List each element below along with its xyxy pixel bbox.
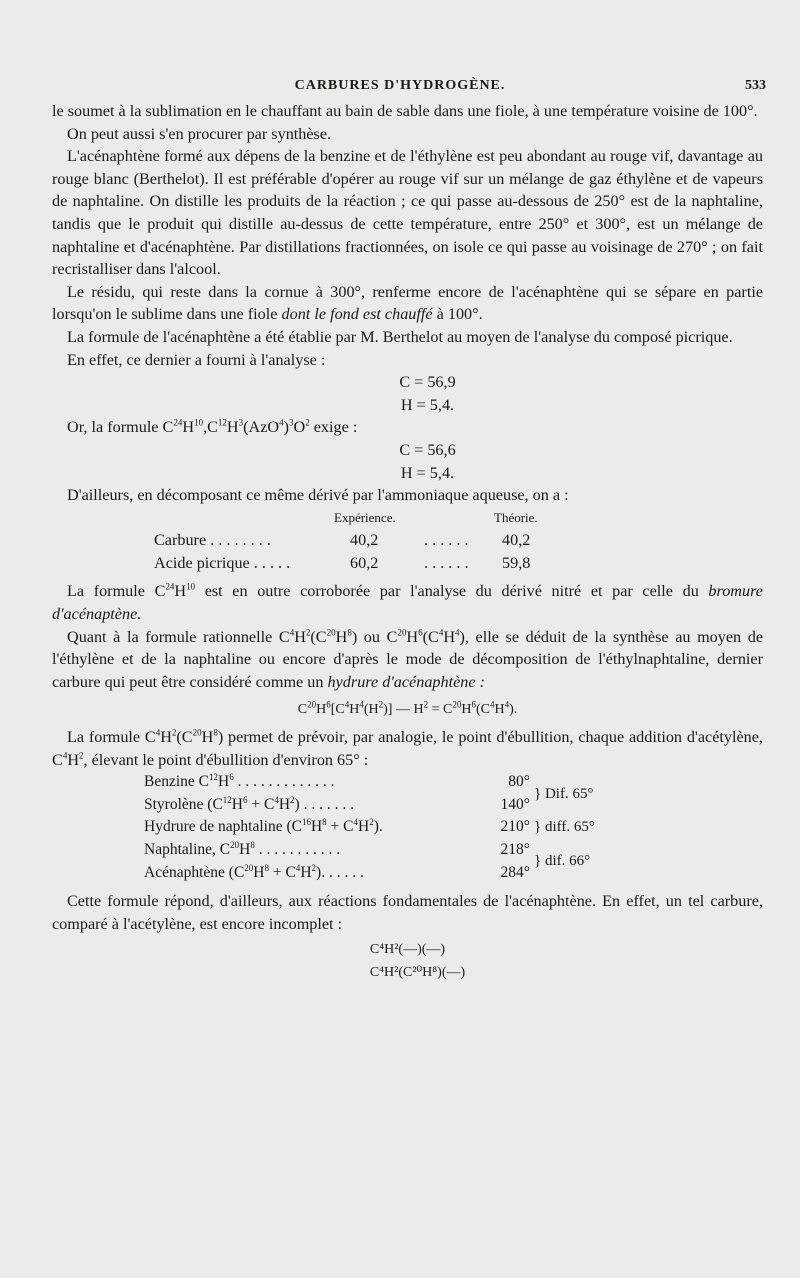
page-number: 533	[745, 78, 766, 93]
difference-label: } Dif. 65°	[534, 785, 594, 802]
boiling-point-table	[144, 771, 595, 884]
analysis-carbon: C = 56,9	[399, 373, 456, 392]
paragraph: D'ailleurs, en décomposant ce même dérivé par l'ammoniaque aqueuse, on a :	[67, 486, 569, 505]
paragraph: Or, la formule $C^{24}H^{10},C^{12}H^3(AzO^4)^3O^2$ exige :	[67, 417, 358, 437]
column-header: Expérience.	[334, 509, 396, 525]
theory-hydrogen: H = 5,4.	[400, 463, 455, 482]
paragraph: En effet, ce dernier a fourni à l'analyse :	[67, 350, 326, 369]
paragraph: Quant à la formule rationnelle $C^4H^2(C^{20}H^8)$ ou $C^{20}H^6(C^4H^4)$, elle se déduit de la synthèse au moyen de l'éthylène et de la naphtaline ou encore d'après le mode de décomposition de l'éthylnaphtaline, dernier carbure qui peut être considéré comme un hydrure d'acénaphtène :	[52, 627, 764, 691]
paragraph: Le résidu, qui reste dans la cornue à 300°, renferme encore de l'acénaphtène qui se sépare en partie lorsqu'on le sublime dans une fiole dont le fond est chauffé à 100°.	[52, 282, 763, 324]
table-row: Benzine $C^{12}H^6$ . . . . . . . . . . . . . 80° } Dif. 65°	[144, 771, 595, 794]
column-header: Théorie.	[494, 509, 538, 525]
formula-line: C⁴H²(C²⁰H⁸)(—)	[369, 964, 466, 980]
table-row: Naphtaline, $C^{20}H^8$ . . . . . . . . . . . 218° } dif. 66°	[144, 839, 595, 862]
analysis-hydrogen: H = 5,4.	[400, 395, 455, 414]
table-row: Styrolène $(C^{12}H^6 + C^4H^2)$ . . . . . . . 140°	[144, 794, 530, 813]
comparison-table	[154, 507, 538, 575]
paragraph: On peut aussi s'en procurer par synthèse.	[67, 124, 332, 143]
running-header	[0, 78, 800, 98]
page-body	[52, 100, 763, 985]
difference-label: } diff. 65°	[534, 819, 595, 836]
table-row: Carbure . . . . . . . . 40,2 . . . . . . 40,2	[154, 531, 531, 550]
paragraph: L'acénaphtène formé aux dépens de la benzine et de l'éthylène est peu abondant au rouge vif, davantage au rouge blanc (Berthelot). Il est préférable d'opérer au rouge vif sur un mélange de gaz éthylène et de vapeurs de naphtaline. On distille les produits de la réaction ; ce qui passe au-dessous de 250° est de la naphtaline, tandis que le produit qui distille au-dessus de cette température, entre 250° et 300°, est un mélange de naphtaline et d'acénaphtène. Par distillations fractionnées, on isole ce qui passe au voisinage de 270° ; on fait recristalliser dans l'alcool.	[52, 147, 763, 279]
paragraph: La formule $C^4H^2(C^{20}H^8)$ permet de prévoir, par analogie, le point d'ébullition, chaque addition d'acétylène, $C^4H^2$, élevant le point d'ébullition d'environ 65° :	[52, 727, 763, 769]
theory-carbon: C = 56,6	[399, 440, 456, 459]
reaction-equation: $C^{20}H^6[C^4H^4(H^2)]$ — $H^2 = C^{20}H^6(C^4H^4)$.	[297, 699, 518, 718]
paragraph: le soumet à la sublimation en le chauffant au bain de sable dans une fiole, à une température voisine de 100°.	[52, 102, 758, 120]
header-title: CARBURES D'HYDROGÈNE.	[294, 78, 506, 93]
difference-label: } dif. 66°	[534, 853, 591, 870]
paragraph: La formule de l'acénaphtène a été établie par M. Berthelot au moyen de l'analyse du composé picrique.	[67, 327, 733, 346]
paragraph: La formule $C^{24}H^{10}$ est en outre corroborée par l'analyse du dérivé nitré et par celle du bromure d'acénaptène.	[52, 582, 763, 624]
table-row: Acide picrique . . . . . 60,2 . . . . . . 59,8	[154, 553, 531, 572]
paragraph: Cette formule répond, d'ailleurs, aux réactions fondamentales de l'acénaphtène. En effet, un tel carbure, comparé à l'acétylène, est encore incomplet :	[52, 892, 763, 933]
table-row: Hydrure de naphtaline $(C^{16}H^8 + C^4H^2)$. 210° } diff. 65°	[144, 816, 595, 839]
formula-line: C⁴H²(—)(—)	[369, 942, 446, 958]
table-row: Acénaphtène $(C^{20}H^8 + C^4H^2)$. . . . . . 284°	[144, 862, 530, 881]
